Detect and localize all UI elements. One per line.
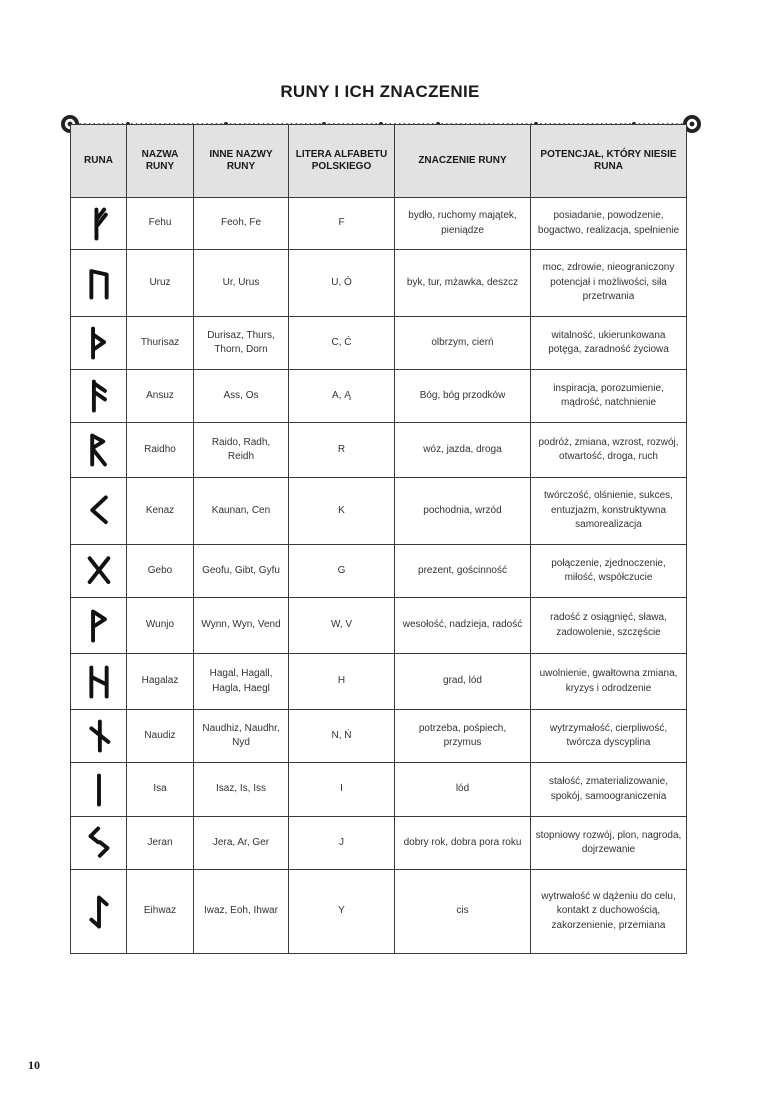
- rune-potential: stałość, zmaterializowanie, spokój, samoograniczenia: [531, 763, 687, 817]
- rune-name: Uruz: [127, 250, 194, 317]
- header-letter: LITERA ALFABETU POLSKIEGO: [289, 125, 395, 198]
- table-row: [71, 870, 687, 954]
- rune-name: Thurisaz: [127, 317, 194, 370]
- rune-name: Jeran: [127, 817, 194, 870]
- rune-potential: połączenie, zjednoczenie, miłość, współczucie: [531, 545, 687, 598]
- rune-meaning: potrzeba, pośpiech, przymus: [395, 710, 531, 763]
- rune-letter: H: [289, 654, 395, 710]
- gebo-rune-icon: [82, 551, 116, 591]
- naudiz-rune-icon: [82, 716, 116, 756]
- rune-potential: posiadanie, powodzenie, bogactwo, realizacja, spełnienie: [531, 198, 687, 250]
- rune-letter: I: [289, 763, 395, 817]
- rune-cell: [71, 198, 127, 250]
- rune-potential: stopniowy rozwój, plon, nagroda, dojrzewanie: [531, 817, 687, 870]
- table-row: [71, 654, 687, 710]
- page-title: RUNY I ICH ZNACZENIE: [280, 82, 480, 101]
- header-meaning: ZNACZENIE RUNY: [395, 125, 531, 198]
- ansuz-rune-icon: [82, 376, 116, 416]
- table-row: [71, 423, 687, 478]
- rune-letter: Y: [289, 870, 395, 954]
- rune-meaning: pochodnia, wrzód: [395, 478, 531, 545]
- fehu-rune-icon: [82, 204, 116, 244]
- rune-cell: [71, 478, 127, 545]
- rune-cell: [71, 317, 127, 370]
- table-row: [71, 250, 687, 317]
- rune-cell: [71, 763, 127, 817]
- rune-name: Ansuz: [127, 370, 194, 423]
- rune-cell: [71, 423, 127, 478]
- rune-potential: wytrzymałość, cierpliwość, twórcza dyscyplina: [531, 710, 687, 763]
- header-other-names: INNE NAZWY RUNY: [194, 125, 289, 198]
- rune-meaning: prezent, gościnność: [395, 545, 531, 598]
- rune-letter: C, Ć: [289, 317, 395, 370]
- table-row: [71, 478, 687, 545]
- table-row: [71, 763, 687, 817]
- rune-cell: [71, 654, 127, 710]
- rune-other-names: Kaunan, Cen: [194, 478, 289, 545]
- rune-meaning: olbrzym, cierń: [395, 317, 531, 370]
- runes-table: [70, 124, 687, 954]
- page-number: 10: [28, 1058, 40, 1072]
- rune-other-names: Hagal, Hagall, Hagla, Haegl: [194, 654, 289, 710]
- rune-other-names: Durisaz, Thurs, Thorn, Dorn: [194, 317, 289, 370]
- table-row: [71, 370, 687, 423]
- thurisaz-rune-icon: [82, 323, 116, 363]
- rune-cell: [71, 817, 127, 870]
- rune-potential: podróż, zmiana, wzrost, rozwój, otwartość, droga, ruch: [531, 423, 687, 478]
- rune-letter: N, Ń: [289, 710, 395, 763]
- rune-cell: [71, 545, 127, 598]
- rune-meaning: dobry rok, dobra pora roku: [395, 817, 531, 870]
- rune-meaning: wóz, jazda, droga: [395, 423, 531, 478]
- kenaz-rune-icon: [82, 491, 116, 531]
- rune-other-names: Raido, Radh, Reidh: [194, 423, 289, 478]
- rune-letter: J: [289, 817, 395, 870]
- rune-potential: wytrwałość w dążeniu do celu, kontakt z duchowością, zakorzenienie, przemiana: [531, 870, 687, 954]
- table-row: [71, 598, 687, 654]
- rune-letter: A, Ą: [289, 370, 395, 423]
- rune-name: Kenaz: [127, 478, 194, 545]
- rune-meaning: byk, tur, mżawka, deszcz: [395, 250, 531, 317]
- table-row: [71, 545, 687, 598]
- rune-letter: K: [289, 478, 395, 545]
- rune-other-names: Ass, Os: [194, 370, 289, 423]
- jeran-rune-icon: [82, 823, 116, 863]
- rune-name: Gebo: [127, 545, 194, 598]
- rune-name: Naudiz: [127, 710, 194, 763]
- isa-rune-icon: [82, 770, 116, 810]
- rune-meaning: cis: [395, 870, 531, 954]
- rune-name: Wunjo: [127, 598, 194, 654]
- rune-cell: [71, 870, 127, 954]
- rune-letter: U, Ó: [289, 250, 395, 317]
- rune-meaning: Bóg, bóg przodków: [395, 370, 531, 423]
- rune-cell: [71, 370, 127, 423]
- rune-other-names: Ur, Urus: [194, 250, 289, 317]
- wunjo-rune-icon: [82, 606, 116, 646]
- rune-cell: [71, 598, 127, 654]
- table-row: [71, 710, 687, 763]
- rune-cell: [71, 710, 127, 763]
- rune-letter: F: [289, 198, 395, 250]
- rune-name: Hagalaz: [127, 654, 194, 710]
- header-rune: RUNA: [71, 125, 127, 198]
- rune-letter: R: [289, 423, 395, 478]
- raidho-rune-icon: [82, 430, 116, 470]
- rune-other-names: Feoh, Fe: [194, 198, 289, 250]
- rune-name: Isa: [127, 763, 194, 817]
- rune-other-names: Isaz, Is, Iss: [194, 763, 289, 817]
- rune-name: Raidho: [127, 423, 194, 478]
- rune-meaning: wesołość, nadzieja, radość: [395, 598, 531, 654]
- table-row: [71, 817, 687, 870]
- rune-potential: moc, zdrowie, nieograniczony potencjał i możliwości, siła przetrwania: [531, 250, 687, 317]
- header-potential: POTENCJAŁ, KTÓRY NIESIE RUNA: [531, 125, 687, 198]
- rune-letter: W, V: [289, 598, 395, 654]
- rune-meaning: grad, lód: [395, 654, 531, 710]
- rune-potential: inspiracja, porozumienie, mądrość, natchnienie: [531, 370, 687, 423]
- rune-other-names: Naudhiz, Naudhr, Nyd: [194, 710, 289, 763]
- rune-other-names: Wynn, Wyn, Vend: [194, 598, 289, 654]
- uruz-rune-icon: [82, 263, 116, 303]
- rune-meaning: lód: [395, 763, 531, 817]
- table-header-row: [71, 125, 687, 198]
- rune-potential: uwolnienie, gwałtowna zmiana, kryzys i odrodzenie: [531, 654, 687, 710]
- rune-cell: [71, 250, 127, 317]
- rune-potential: witalność, ukierunkowana potęga, zaradność życiowa: [531, 317, 687, 370]
- eihwaz-rune-icon: [82, 892, 116, 932]
- table-row: [71, 198, 687, 250]
- header-name: NAZWA RUNY: [127, 125, 194, 198]
- rune-name: Fehu: [127, 198, 194, 250]
- hagalaz-rune-icon: [82, 662, 116, 702]
- rune-potential: radość z osiągnięć, sława, zadowolenie, szczęście: [531, 598, 687, 654]
- rune-other-names: Jera, Ar, Ger: [194, 817, 289, 870]
- rune-name: Eihwaz: [127, 870, 194, 954]
- rune-other-names: Iwaz, Eoh, Ihwar: [194, 870, 289, 954]
- rune-potential: twórczość, olśnienie, sukces, entuzjazm, konstruktywna samorealizacja: [531, 478, 687, 545]
- rune-meaning: bydło, ruchomy majątek, pieniądze: [395, 198, 531, 250]
- rune-other-names: Geofu, Gibt, Gyfu: [194, 545, 289, 598]
- table-row: [71, 317, 687, 370]
- rune-letter: G: [289, 545, 395, 598]
